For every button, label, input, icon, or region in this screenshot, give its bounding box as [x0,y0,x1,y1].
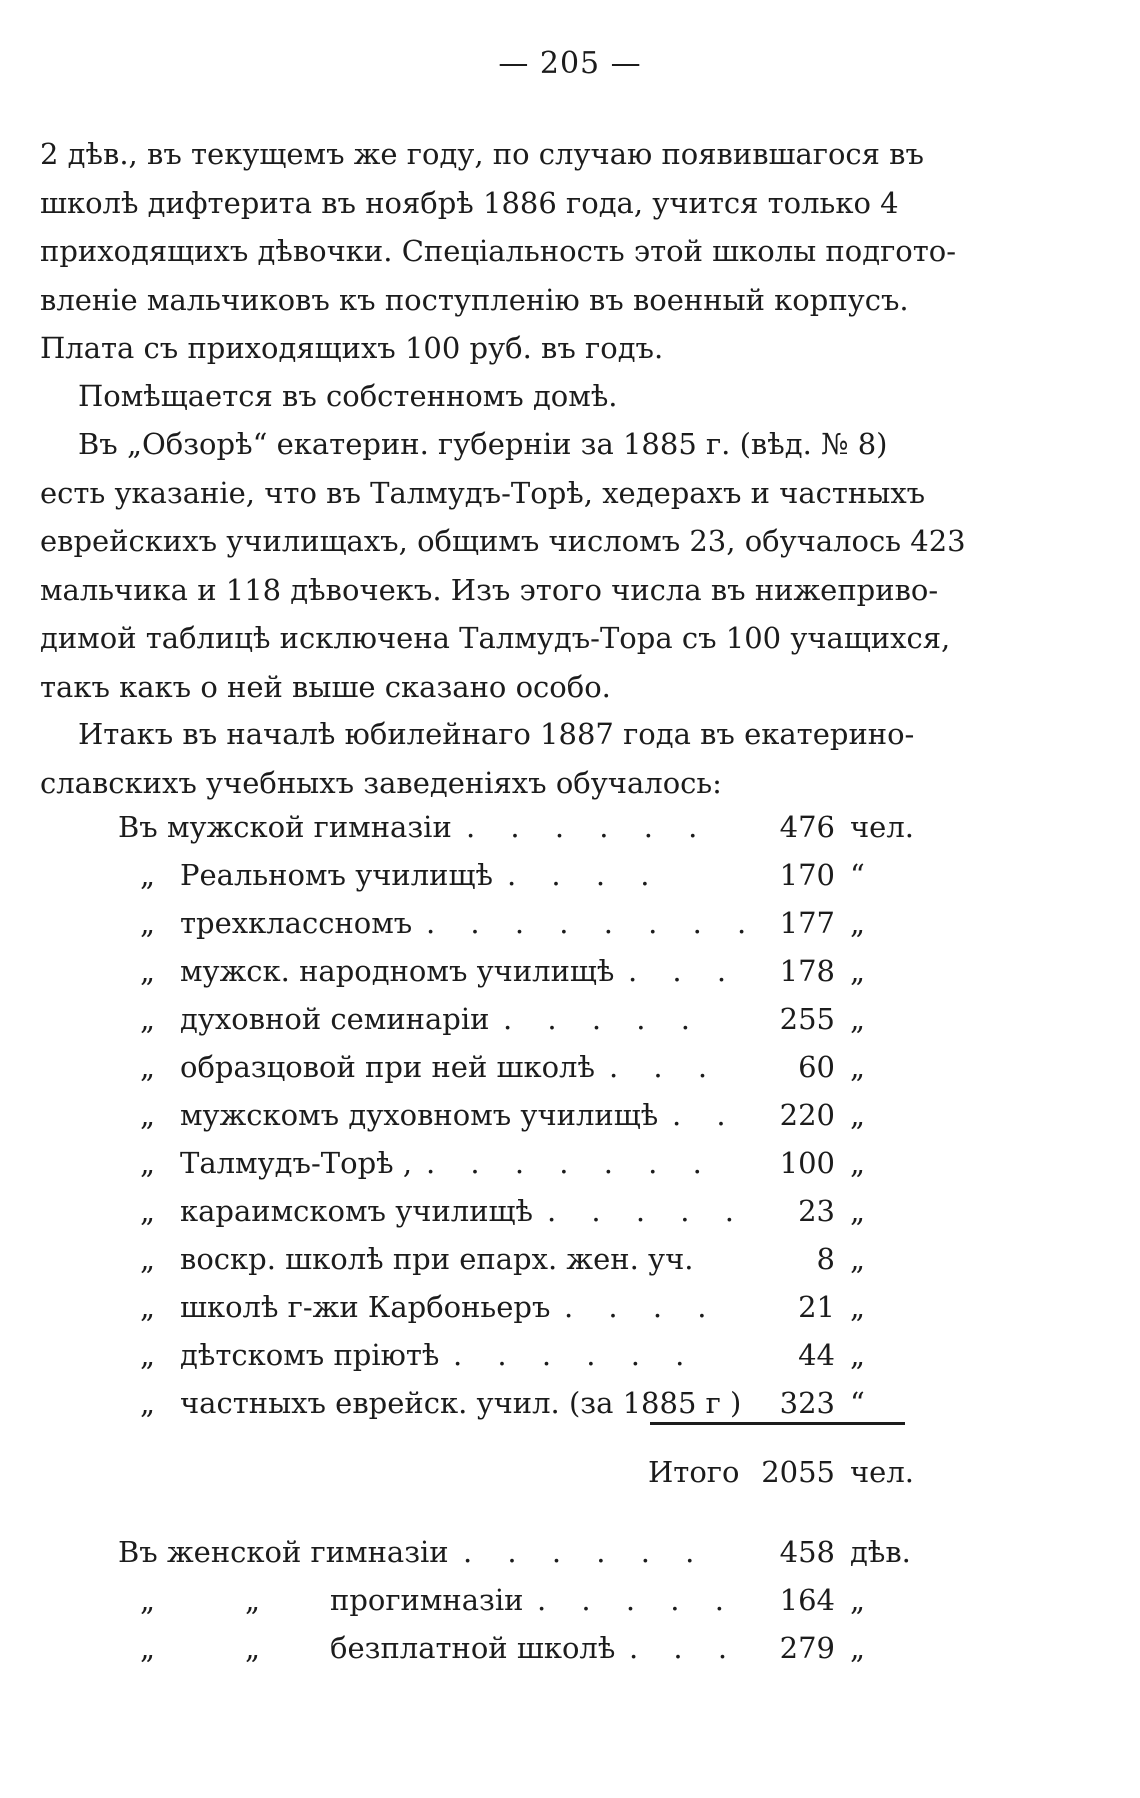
text-line: школѣ дифтерита въ ноябрѣ 1886 года, учится только 4 [40,185,899,220]
total-unit: чел. [850,1455,914,1489]
row-value: 178 [779,954,835,988]
sum-rule [650,1422,905,1425]
ditto-mark: „ [140,858,156,892]
ditto-mark: „ [140,1098,156,1132]
row-value: 44 [798,1338,835,1372]
row-label: безплатной школѣ [330,1631,616,1665]
ditto-mark: „ [140,1194,156,1228]
row-label: образцовой при ней школѣ [180,1050,595,1084]
row-unit: „ [850,1338,866,1372]
ditto-mark: „ [140,954,156,988]
table-row [0,1338,1140,1386]
ditto-mark: „ [140,1290,156,1324]
row-unit: “ [850,858,865,892]
row-unit: дѣв. [850,1535,911,1569]
row-unit: „ [850,1050,866,1084]
text-line: вленіе мальчиковъ къ поступленію въ военный корпусъ. [40,282,909,317]
row-label: дѣтскомъ пріютѣ [180,1338,440,1372]
row-value: 23 [798,1194,835,1228]
table-row [0,1194,1140,1242]
table-row [0,1535,1140,1583]
total-value: 2055 [761,1455,835,1489]
row-unit: „ [850,1290,866,1324]
row-unit: „ [850,954,866,988]
text-line: мальчика и 118 дѣвочекъ. Изъ этого числа въ нижеприво- [40,572,939,607]
leader-dots: . . . [609,1050,721,1084]
table-row [0,1386,1140,1434]
leader-dots: . . . . . . [466,810,711,844]
row-label: Реальномъ училищѣ [180,858,493,892]
row-label: Талмудъ-Торѣ , [180,1146,413,1180]
text-line: 2 дѣв., въ текущемъ же году, по случаю появившагося въ [40,137,924,171]
row-label: караимскомъ училищѣ [180,1194,533,1228]
table-row [0,1290,1140,1338]
leader-dots: . . . . . [537,1583,737,1617]
leader-dots: . . . . . . . [426,1146,715,1180]
row-unit: „ [850,1146,866,1180]
leader-dots: . . . [628,954,740,988]
text-line: димой таблицѣ исключена Талмудъ-Тора съ 100 учащихся, [40,621,951,655]
total-label: Итого [648,1455,740,1489]
row-label: мужск. народномъ училищѣ [180,954,615,988]
text-line: Помѣщается въ собстенномъ домѣ. [78,379,618,413]
row-label: духовной семинаріи [180,1002,490,1036]
ditto-mark: „ [140,1583,156,1617]
table-row [0,1050,1140,1098]
row-value: 100 [779,1146,835,1180]
row-unit: „ [850,1242,866,1276]
text-line: приходящихъ дѣвочки. Спеціальность этой школы подгото- [40,234,957,268]
paragraph-review [40,420,985,711]
table-row [0,954,1140,1002]
leader-dots: . . . [629,1631,741,1665]
leader-dots: . . . . . . [463,1535,708,1569]
table-row [0,1631,1140,1679]
row-value: 8 [816,1242,835,1276]
table-row [0,1002,1140,1050]
row-label: частныхъ еврейск. учил. (за 1885 г ) [180,1386,742,1420]
row-value: 60 [798,1050,835,1084]
row-unit: чел. [850,810,914,844]
leader-dots: . . . . [507,858,663,892]
row-value: 220 [779,1098,835,1132]
table-row [0,810,1140,858]
leader-dots: . . . . [564,1290,720,1324]
text-line: есть указаніе, что въ Талмудъ-Торѣ, хедерахъ и частныхъ [40,475,926,510]
row-value: 458 [779,1535,835,1569]
leader-dots: . . . . . [503,1002,703,1036]
total-row [0,1455,1140,1503]
row-value: 170 [779,858,835,892]
paragraph-intro-table [40,710,985,807]
row-value: 21 [798,1290,835,1324]
row-value: 279 [779,1631,835,1665]
row-value: 164 [779,1583,835,1617]
ditto-mark: „ [245,1631,261,1665]
row-label: школѣ г-жи Карбоньеръ [180,1290,551,1324]
ditto-mark: „ [140,1386,156,1420]
row-label: Въ мужской гимназіи [118,810,452,844]
text-line: такъ какъ о ней выше сказано особо. [40,669,611,704]
row-unit: „ [850,1002,866,1036]
leader-dots: . . . . . . [453,1338,698,1372]
table-row [0,1242,1140,1290]
page-number: — 205 — [498,46,642,81]
ditto-mark: „ [140,1338,156,1372]
text-line: славскихъ учебныхъ заведеніяхъ обучалось: [40,765,722,800]
row-unit: „ [850,1098,866,1132]
table-row [0,1146,1140,1194]
text-line: Въ „Обзорѣ“ екатерин. губерніи за 1885 г. (вѣд. № 8) [78,427,888,461]
row-value: 323 [779,1386,835,1420]
text-line: Итакъ въ началѣ юбилейнаго 1887 года въ екатерино- [78,717,915,751]
ditto-mark: „ [140,906,156,940]
paragraph-school-note [40,130,985,373]
row-label: воскр. школѣ при епарх. жен. уч. [180,1242,694,1276]
table-row [0,1098,1140,1146]
row-value: 255 [779,1002,835,1036]
row-unit: „ [850,1631,866,1665]
row-unit: „ [850,906,866,940]
row-unit: „ [850,1583,866,1617]
paragraph-housing [78,372,978,421]
leader-dots: . . . . . [547,1194,747,1228]
leader-dots: . . [672,1098,739,1132]
text-line: еврейскихъ училищахъ, общимъ числомъ 23, обучалось 423 [40,524,966,558]
row-label: прогимназіи [330,1583,524,1617]
row-unit: „ [850,1194,866,1228]
table-row [0,858,1140,906]
row-unit: “ [850,1386,865,1420]
table-row [0,1583,1140,1631]
row-label: мужскомъ духовномъ училищѣ [180,1098,659,1132]
table-row [0,906,1140,954]
ditto-mark: „ [140,1002,156,1036]
ditto-mark: „ [140,1050,156,1084]
ditto-mark: „ [245,1583,261,1617]
row-value: 177 [779,906,835,940]
leader-dots: . . . . . . . . [426,906,760,940]
row-value: 476 [779,810,835,844]
ditto-mark: „ [140,1242,156,1276]
ditto-mark: „ [140,1631,156,1665]
ditto-mark: „ [140,1146,156,1180]
row-label: трехклассномъ [180,906,413,940]
row-label: Въ женской гимназіи [118,1535,449,1569]
text-line: Плата съ приходящихъ 100 руб. въ годъ. [40,331,664,365]
